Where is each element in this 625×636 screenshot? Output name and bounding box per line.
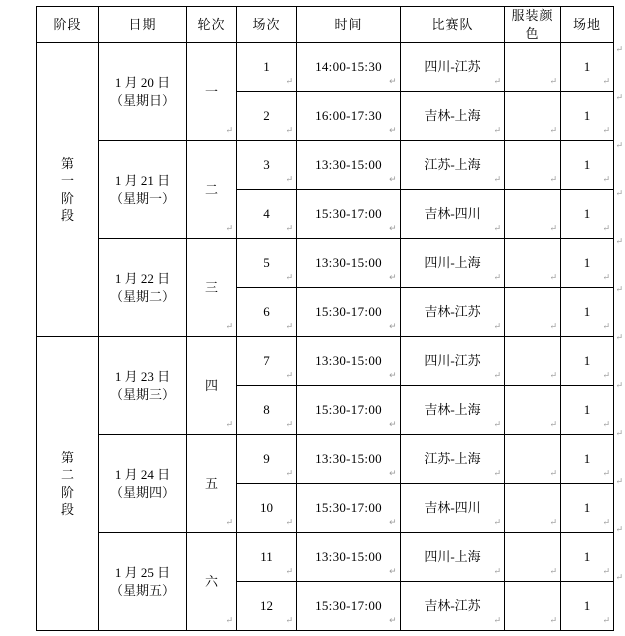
match-no-cell <box>237 582 297 631</box>
venue-cell <box>561 533 614 582</box>
round-label: 一 <box>204 83 218 99</box>
header-venue: 场地 <box>561 7 614 43</box>
match-no-cell <box>237 435 297 484</box>
edit-mark-icon: ↵ <box>389 369 397 380</box>
edit-mark-icon: ↵ <box>285 222 293 233</box>
edit-mark-icon: ↵ <box>285 467 293 478</box>
date-line-2: （星期二） <box>109 288 175 304</box>
venue-value: 1 <box>583 59 591 75</box>
round-cell <box>187 435 237 533</box>
edit-mark-icon: ↵ <box>389 614 397 625</box>
edit-mark-icon: ↵ <box>285 614 293 625</box>
teams-cell <box>401 582 505 631</box>
uniform-color-cell <box>505 43 561 92</box>
edit-mark-icon: ↵ <box>602 222 610 233</box>
uniform-color-cell <box>505 288 561 337</box>
round-cell <box>187 239 237 337</box>
venue-cell <box>561 288 614 337</box>
teams-value: 四川-上海 <box>424 255 481 271</box>
edit-mark-icon: ↵ <box>549 614 557 625</box>
date-line-2: （星期四） <box>109 484 175 500</box>
match-no-cell <box>237 239 297 288</box>
venue-value: 1 <box>583 598 591 614</box>
edit-mark-icon: ↵ <box>389 271 397 282</box>
date-cell <box>99 43 187 141</box>
teams-value: 吉林-四川 <box>424 500 481 516</box>
uniform-color-cell <box>505 582 561 631</box>
edit-mark-icon: ↵ <box>602 516 610 527</box>
venue-value: 1 <box>583 206 591 222</box>
uniform-color-cell <box>505 239 561 288</box>
edit-mark-icon: ↵ <box>389 124 397 135</box>
edit-mark-icon: ↵ <box>602 565 610 576</box>
header-uniform-color: 服装颜色 <box>505 7 561 43</box>
edit-mark-icon: ↵ <box>602 75 610 86</box>
edit-mark-icon: ↵ <box>285 271 293 282</box>
edit-mark-icon: ↵ <box>602 320 610 331</box>
time-value: 15:30-17:00 <box>315 500 382 516</box>
time-cell <box>297 141 401 190</box>
edit-mark-icon: ↵ <box>493 222 501 233</box>
edit-mark-icon: ↵ <box>549 565 557 576</box>
edit-mark-icon: ↵ <box>285 173 293 184</box>
edit-mark-icon: ↵ <box>615 428 623 438</box>
edit-mark-icon: ↵ <box>493 614 501 625</box>
teams-value: 四川-江苏 <box>424 353 481 369</box>
edit-mark-icon: ↵ <box>549 320 557 331</box>
uniform-color-cell <box>505 484 561 533</box>
edit-mark-icon: ↵ <box>615 332 623 342</box>
stage-cell-1 <box>37 43 99 337</box>
time-value: 13:30-15:00 <box>315 255 382 271</box>
time-cell <box>297 386 401 435</box>
time-value: 15:30-17:00 <box>315 206 382 222</box>
round-label: 三 <box>204 279 218 295</box>
round-cell <box>187 141 237 239</box>
table-row <box>37 533 614 582</box>
table-row <box>37 239 614 288</box>
venue-value: 1 <box>583 255 591 271</box>
edit-mark-icon: ↵ <box>389 222 397 233</box>
teams-value: 吉林-上海 <box>424 402 481 418</box>
edit-mark-icon: ↵ <box>493 516 501 527</box>
edit-mark-icon: ↵ <box>389 418 397 429</box>
round-label: 四 <box>204 377 218 393</box>
edit-mark-icon: ↵ <box>285 369 293 380</box>
teams-cell <box>401 43 505 92</box>
time-value: 13:30-15:00 <box>315 451 382 467</box>
teams-value: 吉林-江苏 <box>424 598 481 614</box>
header-match-no: 场次 <box>237 7 297 43</box>
header-date: 日期 <box>99 7 187 43</box>
edit-mark-icon: ↵ <box>549 467 557 478</box>
round-cell <box>187 43 237 141</box>
edit-mark-icon: ↵ <box>285 565 293 576</box>
stage-label: 第二阶段 <box>61 449 77 518</box>
time-cell <box>297 582 401 631</box>
table-row <box>37 141 614 190</box>
date-line-1: 1 月 20 日 <box>114 75 171 91</box>
match-no-cell <box>237 484 297 533</box>
edit-mark-icon: ↵ <box>615 284 623 294</box>
uniform-color-cell <box>505 92 561 141</box>
date-line-1: 1 月 24 日 <box>114 467 171 483</box>
round-label: 五 <box>204 475 218 491</box>
edit-mark-icon: ↵ <box>615 236 623 246</box>
date-line-1: 1 月 25 日 <box>114 565 171 581</box>
round-label: 六 <box>204 573 218 589</box>
teams-cell <box>401 288 505 337</box>
round-cell <box>187 533 237 631</box>
edit-mark-icon: ↵ <box>615 380 623 390</box>
edit-mark-icon: ↵ <box>602 124 610 135</box>
edit-mark-icon: ↵ <box>285 320 293 331</box>
teams-value: 吉林-江苏 <box>424 304 481 320</box>
match-no-cell <box>237 288 297 337</box>
time-cell <box>297 92 401 141</box>
edit-mark-icon: ↵ <box>493 369 501 380</box>
time-cell <box>297 484 401 533</box>
match-no: 9 <box>263 451 270 467</box>
edit-mark-icon: ↵ <box>225 516 233 527</box>
edit-mark-icon: ↵ <box>225 418 233 429</box>
edit-mark-icon: ↵ <box>285 124 293 135</box>
time-value: 16:00-17:30 <box>315 108 382 124</box>
teams-cell <box>401 337 505 386</box>
match-no: 2 <box>263 108 270 124</box>
venue-value: 1 <box>583 500 591 516</box>
time-value: 14:00-15:30 <box>315 59 382 75</box>
match-no: 8 <box>263 402 270 418</box>
table-row <box>37 337 614 386</box>
match-schedule-table <box>36 6 614 631</box>
date-line-1: 1 月 23 日 <box>114 369 171 385</box>
edit-mark-icon: ↵ <box>549 124 557 135</box>
time-cell <box>297 337 401 386</box>
date-cell <box>99 435 187 533</box>
venue-cell <box>561 43 614 92</box>
time-cell <box>297 288 401 337</box>
uniform-color-cell <box>505 190 561 239</box>
venue-cell <box>561 484 614 533</box>
date-line-1: 1 月 21 日 <box>114 173 171 189</box>
uniform-color-cell <box>505 435 561 484</box>
edit-mark-icon: ↵ <box>285 516 293 527</box>
table-row <box>37 43 614 92</box>
venue-value: 1 <box>583 108 591 124</box>
edit-mark-icon: ↵ <box>225 614 233 625</box>
teams-cell <box>401 190 505 239</box>
edit-mark-icon: ↵ <box>615 188 623 198</box>
edit-mark-icon: ↵ <box>225 222 233 233</box>
teams-cell <box>401 435 505 484</box>
venue-cell <box>561 435 614 484</box>
edit-mark-icon: ↵ <box>225 320 233 331</box>
match-no-cell <box>237 386 297 435</box>
time-value: 15:30-17:00 <box>315 304 382 320</box>
teams-cell <box>401 141 505 190</box>
edit-mark-icon: ↵ <box>493 418 501 429</box>
edit-mark-icon: ↵ <box>549 75 557 86</box>
time-value: 13:30-15:00 <box>315 353 382 369</box>
uniform-color-cell <box>505 141 561 190</box>
venue-cell <box>561 92 614 141</box>
round-cell <box>187 337 237 435</box>
edit-mark-icon: ↵ <box>493 75 501 86</box>
edit-mark-icon: ↵ <box>549 418 557 429</box>
date-cell <box>99 337 187 435</box>
edit-mark-icon: ↵ <box>549 222 557 233</box>
time-cell <box>297 435 401 484</box>
stage-label: 第一阶段 <box>61 155 77 224</box>
edit-mark-icon: ↵ <box>285 75 293 86</box>
time-cell <box>297 533 401 582</box>
edit-mark-icon: ↵ <box>602 614 610 625</box>
teams-value: 四川-江苏 <box>424 59 481 75</box>
date-cell <box>99 533 187 631</box>
date-line-2: （星期一） <box>109 190 175 206</box>
edit-mark-icon: ↵ <box>389 75 397 86</box>
edit-mark-icon: ↵ <box>389 565 397 576</box>
time-cell <box>297 239 401 288</box>
edit-mark-icon: ↵ <box>493 271 501 282</box>
teams-value: 江苏-上海 <box>424 157 481 173</box>
match-no-cell <box>237 92 297 141</box>
edit-mark-icon: ↵ <box>493 124 501 135</box>
match-no: 6 <box>263 304 270 320</box>
time-value: 15:30-17:00 <box>315 402 382 418</box>
date-line-2: （星期五） <box>109 582 175 598</box>
venue-value: 1 <box>583 402 591 418</box>
time-cell <box>297 190 401 239</box>
edit-mark-icon: ↵ <box>602 467 610 478</box>
edit-mark-icon: ↵ <box>615 44 623 54</box>
date-cell <box>99 239 187 337</box>
match-no: 7 <box>263 353 270 369</box>
match-no-cell <box>237 533 297 582</box>
edit-mark-icon: ↵ <box>615 476 623 486</box>
uniform-color-cell <box>505 386 561 435</box>
edit-mark-icon: ↵ <box>615 140 623 150</box>
uniform-color-cell <box>505 337 561 386</box>
edit-mark-icon: ↵ <box>225 124 233 135</box>
edit-mark-icon: ↵ <box>549 271 557 282</box>
venue-cell <box>561 141 614 190</box>
teams-value: 四川-上海 <box>424 549 481 565</box>
venue-value: 1 <box>583 157 591 173</box>
edit-mark-icon: ↵ <box>615 572 623 582</box>
edit-mark-icon: ↵ <box>602 418 610 429</box>
edit-mark-icon: ↵ <box>549 369 557 380</box>
header-teams: 比赛队 <box>401 7 505 43</box>
date-line-2: （星期日） <box>109 92 175 108</box>
margin-edit-marks <box>611 0 623 636</box>
venue-value: 1 <box>583 353 591 369</box>
match-no: 5 <box>263 255 270 271</box>
teams-cell <box>401 484 505 533</box>
match-no-cell <box>237 141 297 190</box>
time-cell <box>297 43 401 92</box>
stage-cell-2 <box>37 337 99 631</box>
teams-cell <box>401 92 505 141</box>
match-no: 4 <box>263 206 270 222</box>
match-no-cell <box>237 337 297 386</box>
edit-mark-icon: ↵ <box>615 524 623 534</box>
venue-value: 1 <box>583 304 591 320</box>
edit-mark-icon: ↵ <box>389 320 397 331</box>
match-no: 10 <box>260 500 273 516</box>
time-value: 13:30-15:00 <box>315 549 382 565</box>
uniform-color-cell <box>505 533 561 582</box>
table-row <box>37 435 614 484</box>
edit-mark-icon: ↵ <box>615 92 623 102</box>
header-round: 轮次 <box>187 7 237 43</box>
edit-mark-icon: ↵ <box>602 271 610 282</box>
match-no-cell <box>237 190 297 239</box>
match-no: 12 <box>260 598 273 614</box>
venue-cell <box>561 239 614 288</box>
venue-cell <box>561 337 614 386</box>
edit-mark-icon: ↵ <box>549 516 557 527</box>
edit-mark-icon: ↵ <box>285 418 293 429</box>
match-no: 3 <box>263 157 270 173</box>
date-line-2: （星期三） <box>109 386 175 402</box>
venue-cell <box>561 190 614 239</box>
teams-cell <box>401 239 505 288</box>
edit-mark-icon: ↵ <box>493 565 501 576</box>
venue-value: 1 <box>583 549 591 565</box>
time-value: 15:30-17:00 <box>315 598 382 614</box>
teams-value: 江苏-上海 <box>424 451 481 467</box>
round-label: 二 <box>204 181 218 197</box>
match-no: 1 <box>263 59 270 75</box>
edit-mark-icon: ↵ <box>389 516 397 527</box>
venue-cell <box>561 582 614 631</box>
date-line-1: 1 月 22 日 <box>114 271 171 287</box>
table-header-row <box>37 7 614 43</box>
edit-mark-icon: ↵ <box>602 173 610 184</box>
date-cell <box>99 141 187 239</box>
teams-cell <box>401 386 505 435</box>
edit-mark-icon: ↵ <box>493 173 501 184</box>
edit-mark-icon: ↵ <box>602 369 610 380</box>
teams-cell <box>401 533 505 582</box>
match-no-cell <box>237 43 297 92</box>
edit-mark-icon: ↵ <box>493 467 501 478</box>
header-stage: 阶段 <box>37 7 99 43</box>
edit-mark-icon: ↵ <box>389 173 397 184</box>
venue-value: 1 <box>583 451 591 467</box>
teams-value: 吉林-四川 <box>424 206 481 222</box>
table-body <box>37 43 614 631</box>
match-no: 11 <box>260 549 273 565</box>
teams-value: 吉林-上海 <box>424 108 481 124</box>
venue-cell <box>561 386 614 435</box>
edit-mark-icon: ↵ <box>549 173 557 184</box>
edit-mark-icon: ↵ <box>389 467 397 478</box>
time-value: 13:30-15:00 <box>315 157 382 173</box>
edit-mark-icon: ↵ <box>493 320 501 331</box>
header-time: 时间 <box>297 7 401 43</box>
